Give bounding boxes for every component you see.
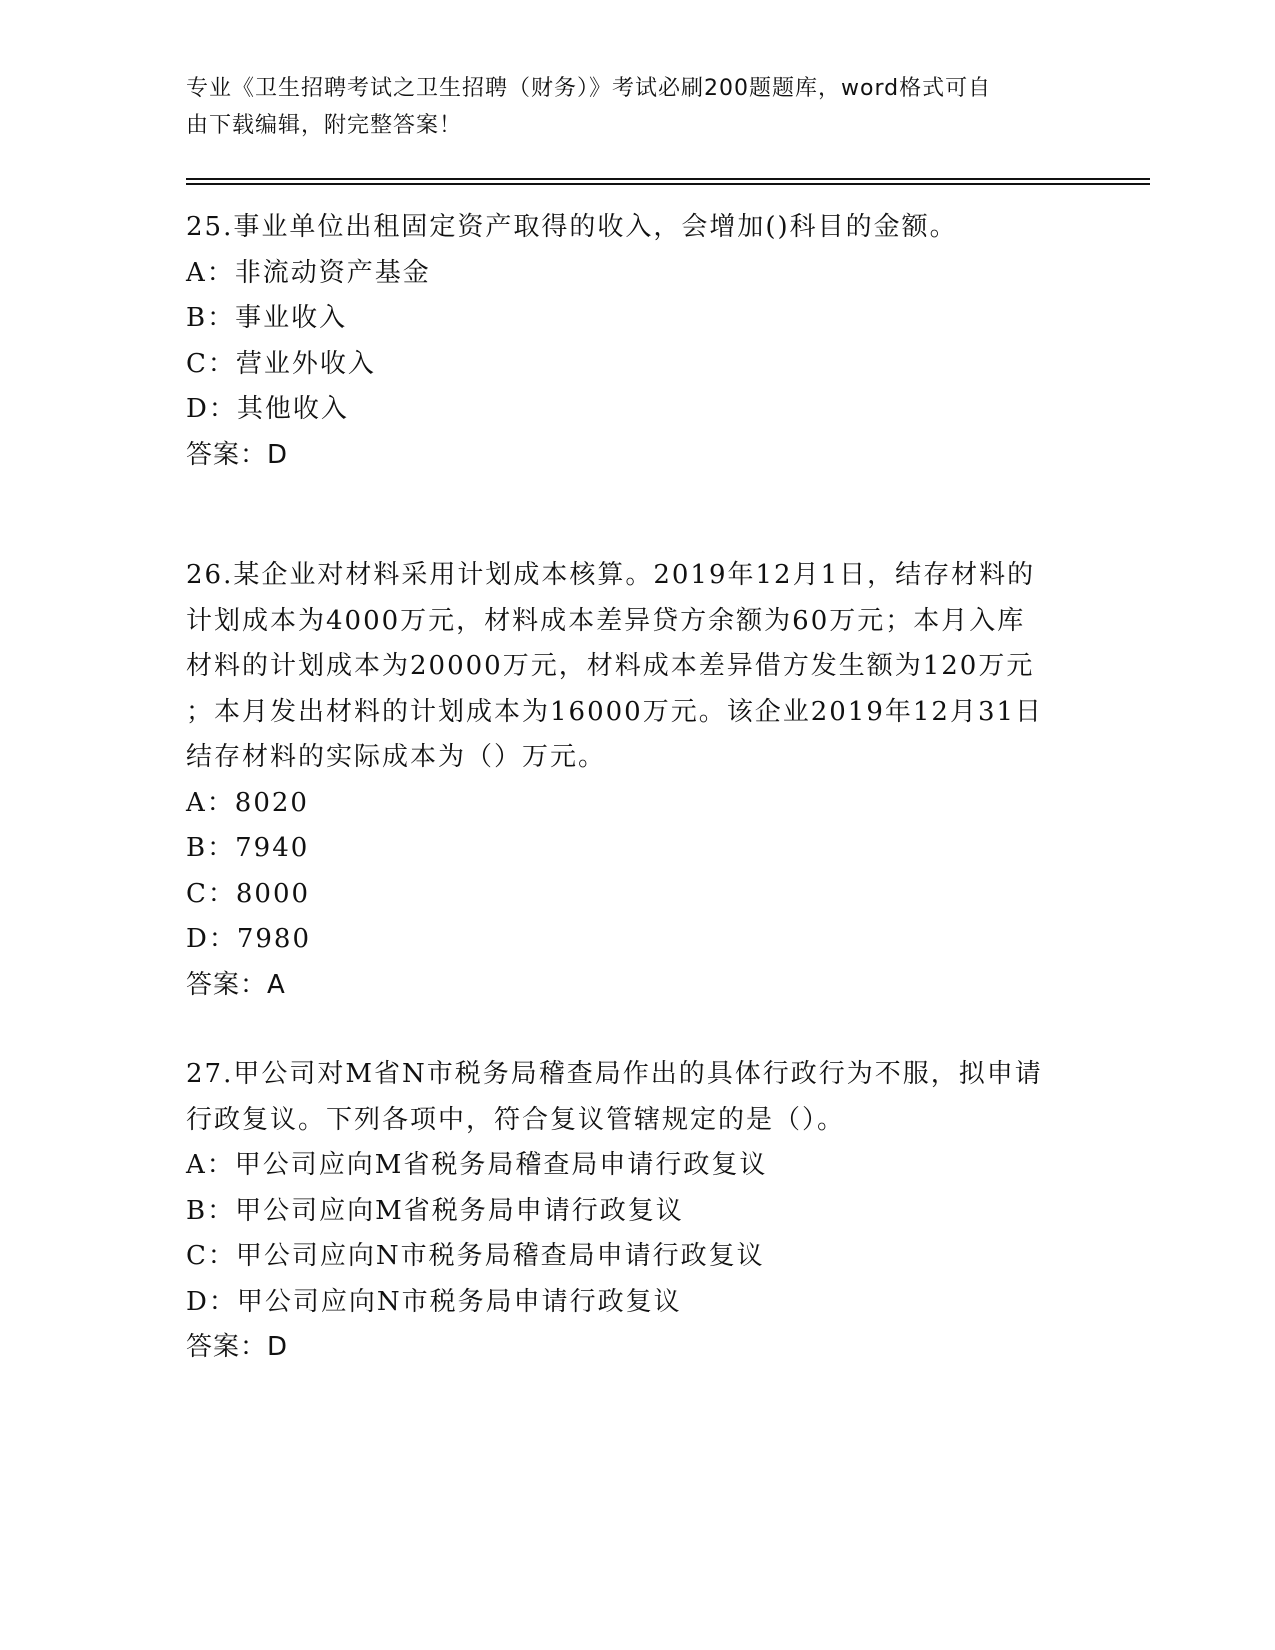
header-divider-top — [186, 178, 1150, 180]
answer: 答案：A — [186, 969, 286, 1000]
question-stem-line: 26.某企业对材料采用计划成本核算。2019年12月1日，结存材料的 — [186, 560, 1036, 590]
question-stem-line: 结存材料的实际成本为（）万元。 — [186, 742, 607, 772]
option-a: A：非流动资产基金 — [186, 257, 431, 288]
question-stem-line: 25.事业单位出租固定资产取得的收入，会增加()科目的金额。 — [186, 212, 958, 242]
question-stem-line: 材料的计划成本为20000万元，材料成本差异借方发生额为120万元 — [186, 651, 1035, 681]
option-b: B：甲公司应向M省税务局申请行政复议 — [186, 1195, 684, 1226]
option-d: D：其他收入 — [186, 394, 349, 424]
question-stem-line: 计划成本为4000万元，材料成本差异贷方余额为60万元；本月入库 — [186, 605, 1026, 636]
option-a: A：8020 — [186, 787, 309, 818]
question-stem-line: 27.甲公司对M省N市税务局稽查局作出的具体行政行为不服，拟申请 — [186, 1059, 1043, 1089]
option-b: B：事业收入 — [186, 303, 348, 333]
document-header — [186, 70, 1066, 144]
header-line-2: 由下载编辑，附完整答案！ — [186, 113, 463, 138]
question-stem-line: 行政复议。下列各项中，符合复议管辖规定的是（）。 — [186, 1104, 846, 1135]
question-stem-line: ；本月发出材料的计划成本为16000万元。该企业2019年12月31日 — [186, 696, 1044, 727]
question-25 — [186, 205, 1086, 478]
question-26 — [186, 553, 1086, 1008]
option-b: B：7940 — [186, 833, 310, 863]
header-divider-bottom — [186, 183, 1150, 185]
option-c: C：营业外收入 — [186, 348, 376, 379]
option-d: D：7980 — [186, 924, 312, 954]
option-a: A：甲公司应向M省税务局稽查局申请行政复议 — [186, 1150, 768, 1180]
answer: 答案：D — [186, 1332, 289, 1362]
option-d: D：甲公司应向N市税务局申请行政复议 — [186, 1286, 682, 1317]
answer: 答案：D — [186, 439, 289, 470]
header-line-1: 专业《卫生招聘考试之卫生招聘（财务）》考试必刷200题题库，word格式可自 — [186, 76, 992, 101]
option-c: C：8000 — [186, 878, 311, 909]
option-c: C：甲公司应向N市税务局稽查局申请行政复议 — [186, 1241, 765, 1271]
question-27 — [186, 1052, 1086, 1371]
